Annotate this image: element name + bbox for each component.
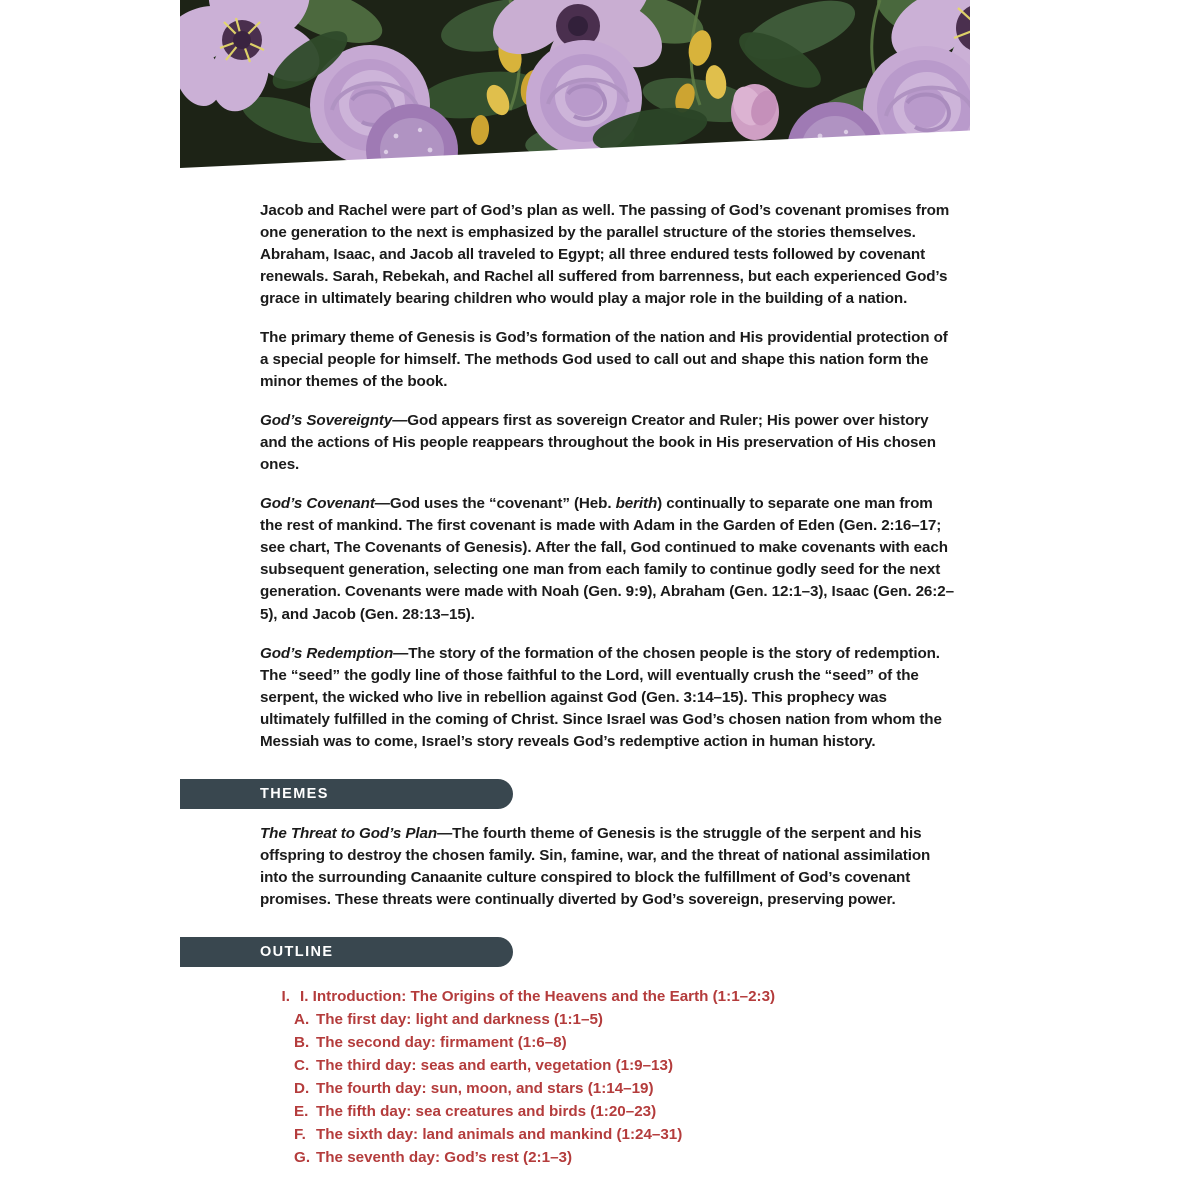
outline-item	[260, 1031, 958, 1054]
section-banner-themes-label: THEMES	[260, 785, 329, 802]
outline-item-text: The fourth day: sun, moon, and stars (1:14–19)	[316, 1080, 654, 1098]
paragraph-gods-redemption	[180, 643, 970, 753]
outline-item	[260, 985, 958, 1008]
outline-item-text: The first day: light and darkness (1:1–5)	[316, 1010, 603, 1028]
lead-gods-covenant: God’s Covenant	[260, 495, 375, 513]
text-threat-to-gods-plan: —The fourth theme of Genesis is the struggle of the serpent and his offspring to destroy the chosen family. Sin, famine, war, and the threat of national assimilation into the surrounding Canaanite culture conspired to block the fulfillment of God’s covenant promises. These threats were continually diverted by God’s sovereign, preserving power.	[260, 824, 931, 908]
lead-threat-to-gods-plan: The Threat to God’s Plan	[260, 824, 438, 842]
outline-item-text: I. Introduction: The Origins of the Heavens and the Earth (1:1–2:3)	[300, 987, 776, 1005]
outline-item-text: The seventh day: God’s rest (2:1–3)	[316, 1149, 573, 1167]
section-banner-outline-label: OUTLINE	[260, 943, 334, 960]
outline-item-text: The sixth day: land animals and mankind (1:24–31)	[316, 1126, 683, 1144]
outline-marker: E.	[294, 1103, 309, 1121]
lead-gods-sovereignty: God’s Sovereignty	[260, 412, 393, 430]
section-banner-themes	[180, 779, 513, 809]
outline-marker: A.	[294, 1010, 310, 1028]
text-gods-covenant: —God uses the “covenant” (Heb. berith) continually to separate one man from the rest of mankind. The first covenant is made with Adam in the Garden of Eden (Gen. 2:16–17; see chart, The Covenants of Genesis). After the fall, God continued to make covenants with each subsequent generation, selecting one man from each family to continue godly seed for the next generation. Covenants were made with Noah (Gen. 9:9), Abraham (Gen. 12:1–3), Isaac (Gen. 26:2–5), and Jacob (Gen. 28:13–15).	[260, 495, 954, 623]
outline-marker: G.	[294, 1149, 311, 1167]
outline-item	[260, 1077, 958, 1100]
paragraph-gods-covenant	[180, 493, 970, 625]
section-banner-outline	[180, 937, 513, 967]
text-gods-redemption: —The story of the formation of the chosen people is the story of redemption. The “seed” the godly line of those faithful to the Lord, will eventually crush the “seed” of the serpent, the wicked who live in rebellion against God (Gen. 3:14–15). This prophecy was ultimately fulfilled in the coming of Christ. Since Israel was God’s chosen nation from whom the Messiah was to come, Israel’s story reveals God’s redemptive action in human history.	[260, 644, 942, 750]
outline-marker: B.	[294, 1034, 310, 1051]
outline-marker: D.	[294, 1080, 310, 1098]
outline-item-text: The fifth day: sea creatures and birds (1:20–23)	[316, 1103, 657, 1121]
lead-gods-redemption: God’s Redemption	[260, 644, 394, 662]
outline-item	[260, 1146, 958, 1169]
outline-item-text: The second day: firmament (1:6–8)	[316, 1034, 567, 1051]
outline-item	[260, 1100, 958, 1123]
outline-item-text: The third day: seas and earth, vegetation (1:9–13)	[316, 1057, 674, 1075]
paragraph-jacob-rachel: Jacob and Rachel were part of God’s plan as well. The passing of God’s covenant promises from one generation to the next is emphasized by the parallel structure of the stories themselves. Abraham, Isaac, and Jacob all traveled to Egypt; all three endured tests followed by covenant renewals. Sarah, Rebekah, and Rachel all suffered from barrenness, but each experienced God’s grace in ultimately bearing children who would play a major role in the building of a nation.	[260, 202, 950, 308]
article-content	[180, 200, 970, 1170]
outline-item	[260, 1054, 958, 1077]
outline-marker: F.	[294, 1126, 306, 1144]
paragraph-gods-sovereignty	[180, 410, 970, 476]
outline-item	[260, 1123, 958, 1146]
outline-item	[260, 1008, 958, 1031]
text-gods-sovereignty: —God appears first as sovereign Creator and Ruler; His power over history and the actions of His people reappears throughout the book in His preservation of His chosen ones.	[260, 412, 936, 474]
outline-list	[180, 981, 970, 1170]
outline-marker: C.	[294, 1057, 310, 1075]
paragraph-primary-theme: The primary theme of Genesis is God’s formation of the nation and His providential protection of a special people for himself. The methods God used to call out and shape this nation form the minor themes of the book.	[260, 329, 948, 391]
outline-marker: I.	[281, 987, 290, 1005]
paragraph-threat-to-gods-plan	[180, 823, 970, 911]
